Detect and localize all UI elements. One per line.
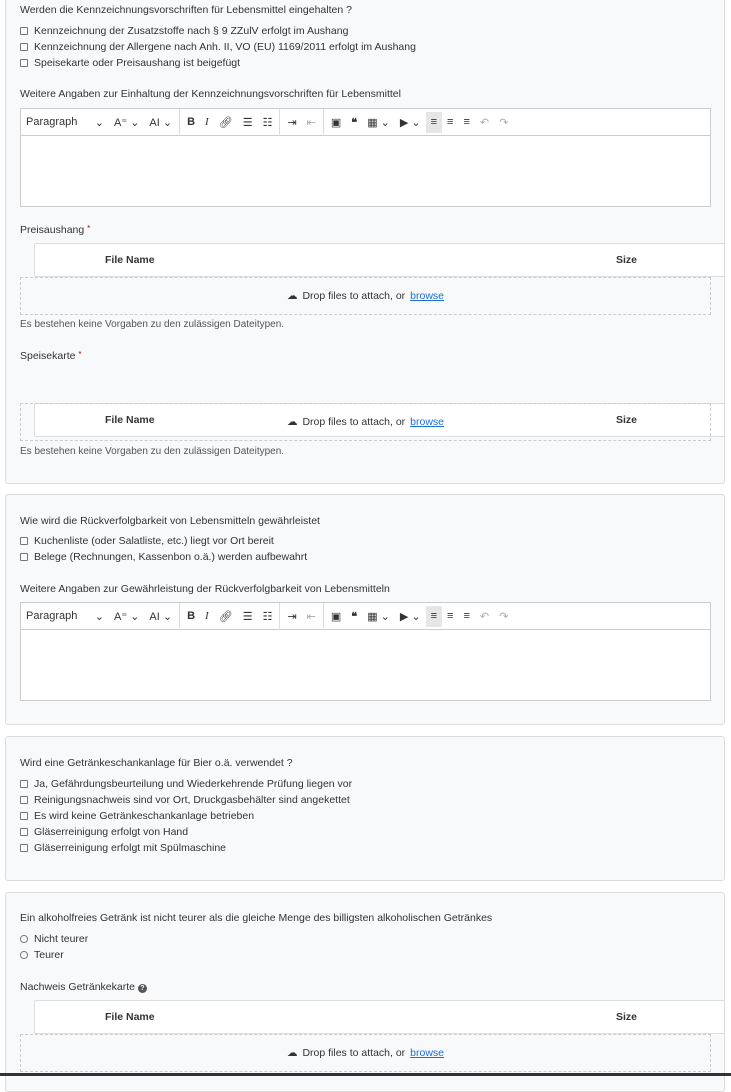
undo-icon[interactable]: ↶ <box>479 116 490 129</box>
quote-icon[interactable]: ❝ <box>351 116 358 129</box>
file-table-header <box>34 243 725 277</box>
align-justify-icon[interactable]: ≡ <box>463 610 470 622</box>
undo-icon[interactable]: ↶ <box>479 610 490 623</box>
editor-content[interactable] <box>21 136 710 207</box>
checkbox-option[interactable] <box>20 776 352 792</box>
checkbox[interactable] <box>20 796 28 804</box>
upload-label <box>20 350 82 362</box>
question-traceability: Wie wird die Rückverfolgbarkeit von Lebensmitteln gewährleistet <box>20 515 320 527</box>
upload-label <box>20 981 147 993</box>
file-table-header <box>34 1000 725 1034</box>
dropzone[interactable] <box>20 1034 711 1072</box>
panel-tap-system <box>5 736 725 881</box>
checkbox[interactable] <box>20 537 28 545</box>
panel-traceability <box>5 494 725 725</box>
checkbox-option[interactable] <box>20 808 352 824</box>
bulleted-list-icon[interactable]: ☰ <box>242 116 253 129</box>
align-right-icon[interactable]: ≡ <box>447 610 454 622</box>
upload-hint: Es bestehen keine Vorgaben zu den zulässigen Dateitypen. <box>20 446 285 457</box>
option-label: Kuchenliste (oder Salatliste, etc.) liegt vor Ort bereit <box>34 535 274 547</box>
label-text: Preisaushang <box>20 224 85 236</box>
label-text: Nachweis Getränkekarte <box>20 981 135 993</box>
checkbox-option[interactable] <box>20 23 416 39</box>
radio[interactable] <box>20 951 28 959</box>
checkbox-option[interactable] <box>20 55 416 71</box>
chevron-down-icon: ⌄ <box>94 610 104 623</box>
checkbox[interactable] <box>20 43 28 51</box>
link-icon[interactable]: 🔗︎ <box>218 116 233 129</box>
font-family-button[interactable]: AI ⌄ <box>149 610 173 623</box>
cloud-upload-icon: ☁ <box>286 290 298 302</box>
option-label: Belege (Rechnungen, Kassenbon o.ä.) werden aufbewahrt <box>34 551 308 563</box>
col-file-name: File Name <box>105 254 155 266</box>
dropzone[interactable] <box>20 403 711 441</box>
checkbox[interactable] <box>20 828 28 836</box>
col-size: Size <box>616 414 638 426</box>
option-label: Reinigungsnachweis sind vor Ort, Druckgasbehälter sind angekettet <box>34 794 350 806</box>
checkbox-option[interactable] <box>20 792 352 808</box>
question-labeling: Werden die Kennzeichnungsvorschriften für Lebensmittel eingehalten ? <box>20 4 352 16</box>
chevron-down-icon: ⌄ <box>94 116 104 129</box>
checkbox-option[interactable] <box>20 533 307 549</box>
option-label: Kennzeichnung der Allergene nach Anh. II, VO (EU) 1169/2011 erfolgt im Aushang <box>34 41 416 53</box>
col-file-name: File Name <box>105 414 155 426</box>
option-label: Ja, Gefährdungsbeurteilung und Wiederkehrende Prüfung liegen vor <box>34 778 353 790</box>
media-icon[interactable]: ▶ ⌄ <box>399 116 421 129</box>
bold-icon[interactable]: B <box>187 116 196 128</box>
required-marker: * <box>87 224 91 233</box>
checkbox-option[interactable] <box>20 39 416 55</box>
checkbox[interactable] <box>20 553 28 561</box>
upload-hint: Es bestehen keine Vorgaben zu den zulässigen Dateitypen. <box>20 319 285 330</box>
checkbox[interactable] <box>20 844 28 852</box>
col-size: Size <box>616 254 638 266</box>
cloud-upload-icon: ☁ <box>286 416 298 428</box>
drop-text: Drop files to attach, or <box>302 1047 406 1059</box>
italic-icon[interactable]: I <box>205 610 209 622</box>
radio-option[interactable] <box>20 947 88 963</box>
outdent-icon[interactable]: ⇤ <box>306 610 316 623</box>
browse-link[interactable]: browse <box>410 416 445 428</box>
option-label: Gläserreinigung erfolgt mit Spülmaschine <box>34 842 227 854</box>
required-marker: * <box>78 350 82 359</box>
col-file-name: File Name <box>105 1011 155 1023</box>
col-size: Size <box>616 1011 638 1023</box>
font-family-button[interactable]: AI ⌄ <box>149 116 173 129</box>
quote-icon[interactable]: ❝ <box>351 610 358 623</box>
editor-content[interactable] <box>21 630 710 701</box>
rich-text-editor[interactable] <box>20 108 711 207</box>
drop-text: Drop files to attach, or <box>302 290 406 302</box>
checkbox[interactable] <box>20 780 28 788</box>
image-icon[interactable]: ▣ <box>330 610 342 623</box>
checkbox-option[interactable] <box>20 840 352 856</box>
checkbox-option[interactable] <box>20 824 352 840</box>
table-icon[interactable]: ▦ ⌄ <box>367 116 390 129</box>
bulleted-list-icon[interactable]: ☰ <box>242 610 253 623</box>
paragraph-label: Paragraph <box>26 610 78 622</box>
link-icon[interactable]: 🔗︎ <box>218 610 233 623</box>
font-size-button[interactable]: A⁼ ⌄ <box>114 116 140 129</box>
browse-link[interactable]: browse <box>410 1047 445 1059</box>
editor-toolbar <box>21 109 710 136</box>
paragraph-select[interactable] <box>21 112 109 133</box>
indent-icon[interactable]: ⇥ <box>287 610 297 623</box>
table-icon[interactable]: ▦ ⌄ <box>367 610 390 623</box>
checkbox[interactable] <box>20 59 28 67</box>
font-size-button[interactable]: A⁼ ⌄ <box>114 610 140 623</box>
panel-labeling <box>5 0 725 484</box>
label-text: Speisekarte <box>20 350 76 362</box>
option-label: Teurer <box>34 949 64 961</box>
outdent-icon[interactable]: ⇤ <box>306 116 316 129</box>
numbered-list-icon[interactable]: ☷ <box>262 116 273 129</box>
align-right-icon[interactable]: ≡ <box>447 116 454 128</box>
paragraph-select[interactable] <box>21 606 109 627</box>
drop-text: Drop files to attach, or <box>302 416 406 428</box>
redo-icon[interactable]: ↷ <box>499 116 509 129</box>
question-soft-drink: Ein alkoholfreies Getränk ist nicht teurer als die gleiche Menge des billigsten alkoholischen Getränkes <box>20 912 493 924</box>
question-tap-system: Wird eine Getränkeschankanlage für Bier o.ä. verwendet ? <box>20 757 293 769</box>
cloud-upload-icon: ☁ <box>286 1047 298 1059</box>
editor-toolbar <box>21 603 710 630</box>
option-label: Nicht teurer <box>34 933 89 945</box>
bold-icon[interactable]: B <box>187 610 196 622</box>
upload-label <box>20 224 90 236</box>
panel-soft-drink <box>5 892 725 1092</box>
radio-option[interactable] <box>20 931 88 947</box>
editor-label: Weitere Angaben zur Einhaltung der Kennzeichnungsvorschriften für Lebensmittel <box>20 88 401 100</box>
paragraph-label: Paragraph <box>26 116 78 128</box>
align-justify-icon[interactable]: ≡ <box>463 116 470 128</box>
image-icon[interactable]: ▣ <box>330 116 342 129</box>
dropzone[interactable] <box>20 277 711 315</box>
editor-label: Weitere Angaben zur Gewährleistung der Rückverfolgbarkeit von Lebensmitteln <box>20 583 390 595</box>
checkbox[interactable] <box>20 812 28 820</box>
align-left-icon[interactable]: ≡ <box>426 606 442 627</box>
numbered-list-icon[interactable]: ☷ <box>262 610 273 623</box>
redo-icon[interactable]: ↷ <box>499 610 509 623</box>
indent-icon[interactable]: ⇥ <box>287 116 297 129</box>
option-label: Kennzeichnung der Zusatzstoffe nach § 9 ZZulV erfolgt im Aushang <box>34 25 349 37</box>
option-label: Es wird keine Getränkeschankanlage betrieben <box>34 810 255 822</box>
option-label: Gläserreinigung erfolgt von Hand <box>34 826 189 838</box>
help-icon[interactable]: ? <box>138 984 147 993</box>
italic-icon[interactable]: I <box>205 116 209 128</box>
browse-link[interactable]: browse <box>410 290 445 302</box>
align-left-icon[interactable]: ≡ <box>426 112 442 133</box>
media-icon[interactable]: ▶ ⌄ <box>399 610 421 623</box>
checkbox-option[interactable] <box>20 549 307 565</box>
option-label: Speisekarte oder Preisaushang ist beigefügt <box>34 57 241 69</box>
checkbox[interactable] <box>20 27 28 35</box>
radio[interactable] <box>20 935 28 943</box>
rich-text-editor[interactable] <box>20 602 711 701</box>
